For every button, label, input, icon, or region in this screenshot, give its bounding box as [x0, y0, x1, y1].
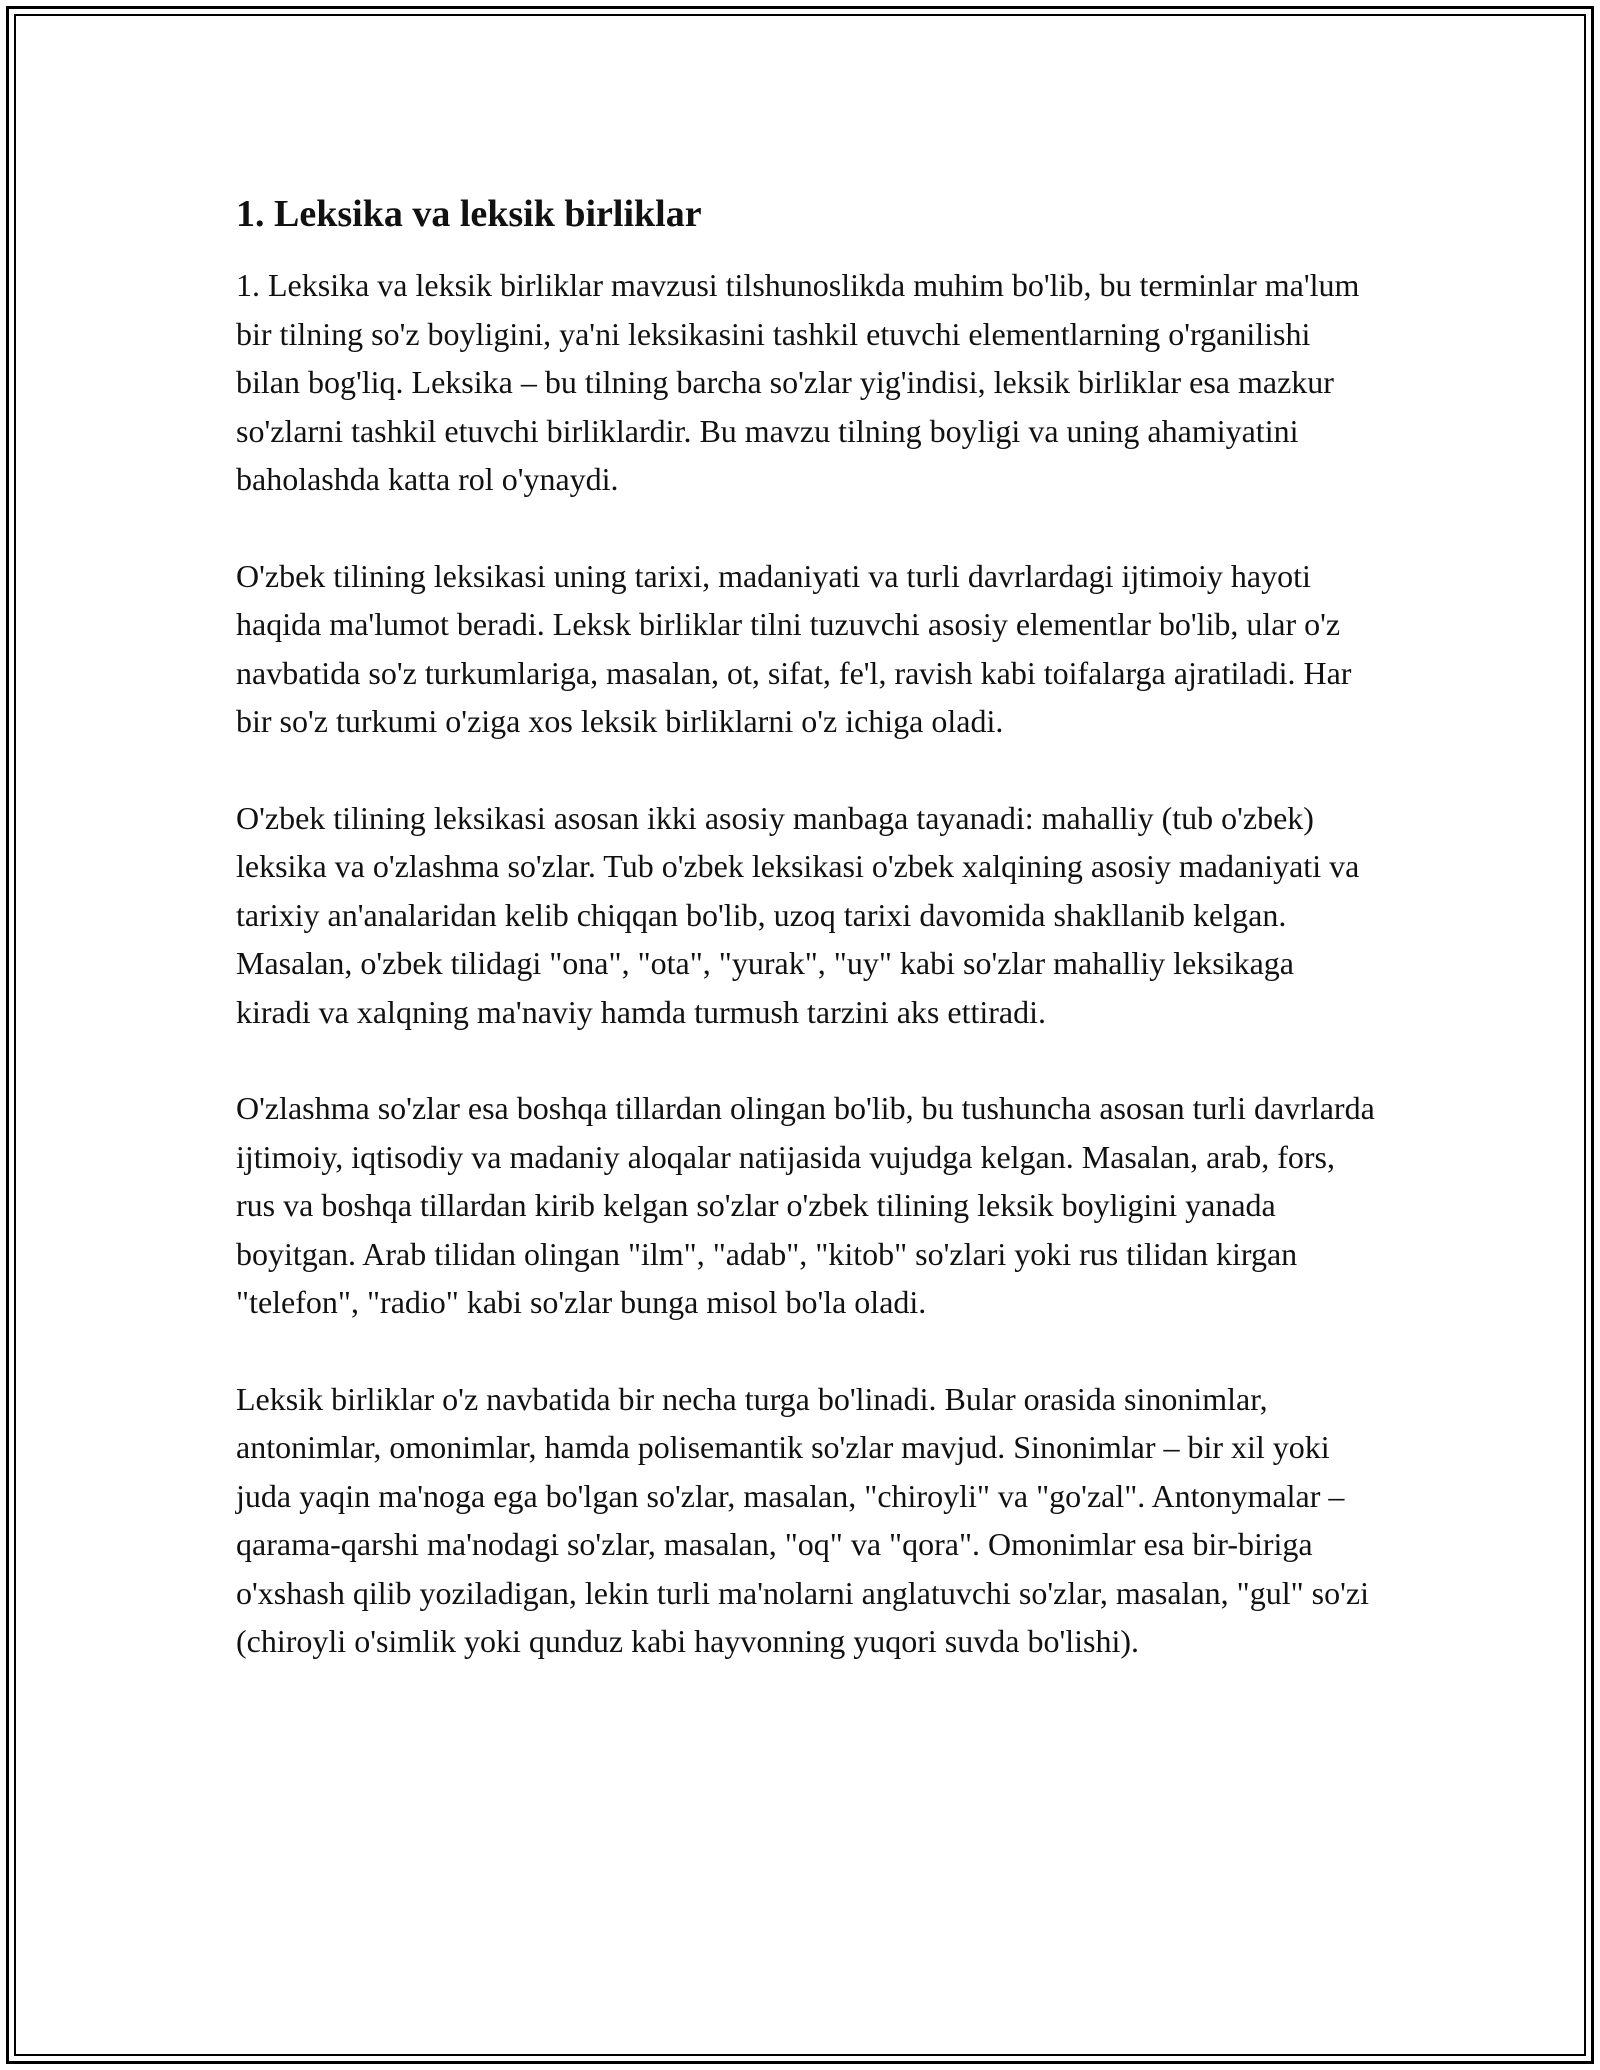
paragraph-3: O'zbek tilining leksikasi asosan ikki asosiy manbaga tayanadi: mahalliy (tub o'zbek) leksika va o'zlashma so'zlar. Tub o'zbek leksikasi o'zbek xalqining asosiy madaniyati va tarixiy an'analaridan kelib chiqqan bo'lib, uzoq tarixi davomida shakllanib kelgan. Masalan, o'zbek tilidagi "ona", "ota", "yurak", "uy" kabi so'zlar mahalliy leksikaga kiradi va xalqning ma'naviy hamda turmush tarzini aks ettiradi.: [236, 799, 1360, 1030]
paragraph-2: O'zbek tilining leksikasi uning tarixi, madaniyati va turli davrlardagi ijtimoiy hayoti haqida ma'lumot beradi. Leksk birliklar tilni tuzuvchi asosiy elementlar bo'lib, ular o'z navbatida so'z turkumlariga, masalan, ot, sifat, fe'l, ravish kabi toifalarga ajratiladi. Har bir so'z turkumi o'ziga xos leksik birliklarni o'z ichiga oladi.: [236, 557, 1352, 740]
paragraph-1: 1. Leksika va leksik birliklar mavzusi tilshunoslikda muhim bo'lib, bu terminlar ma'lum bir tilning so'z boyligini, ya'ni leksikasini tashkil etuvchi elementlarning o'rganilishi bilan bog'liq. Leksika – bu tilning barcha so'zlar yig'indisi, leksik birliklar esa mazkur so'zlarni tashkil etuvchi birliklardir. Bu mavzu tilning boyligi va uning ahamiyatini baholashda katta rol o'ynaydi.: [236, 267, 1360, 498]
paragraph-5: Leksik birliklar o'z navbatida bir necha turga bo'linadi. Bular orasida sinonimlar, antonimlar, omonimlar, hamda polisemantik so'zlar mavjud. Sinonimlar – bir xil yoki juda yaqin ma'noga ega bo'lgan so'zlar, masalan, "chiroyli" va "go'zal". Antonymalar – qarama-qarshi ma'nodagi so'zlar, masalan, "oq" va "qora". Omonimlar esa bir-biriga o'xshash qilib yoziladigan, lekin turli ma'nolarni anglatuvchi so'zlar, masalan, "gul" so'zi (chiroyli o'simlik yoki qunduz kabi hayvonning yuqori suvda bo'lishi).: [236, 1380, 1369, 1660]
document-body: [236, 180, 1376, 1714]
document-title: 1. Leksika va leksik birliklar: [236, 193, 702, 235]
paragraph-4: O'zlashma so'zlar esa boshqa tillardan olingan bo'lib, bu tushuncha asosan turli davrlarda ijtimoiy, iqtisodiy va madaniy aloqalar natijasida vujudga kelgan. Masalan, arab, fors, rus va boshqa tillardan kirib kelgan so'zlar o'zbek tilining leksik boyligini yanada boyitgan. Arab tilidan olingan "ilm", "adab", "kitob" so'zlari yoki rus tilidan kirgan "telefon", "radio" kabi so'zlar bunga misol bo'la oladi.: [236, 1090, 1375, 1321]
